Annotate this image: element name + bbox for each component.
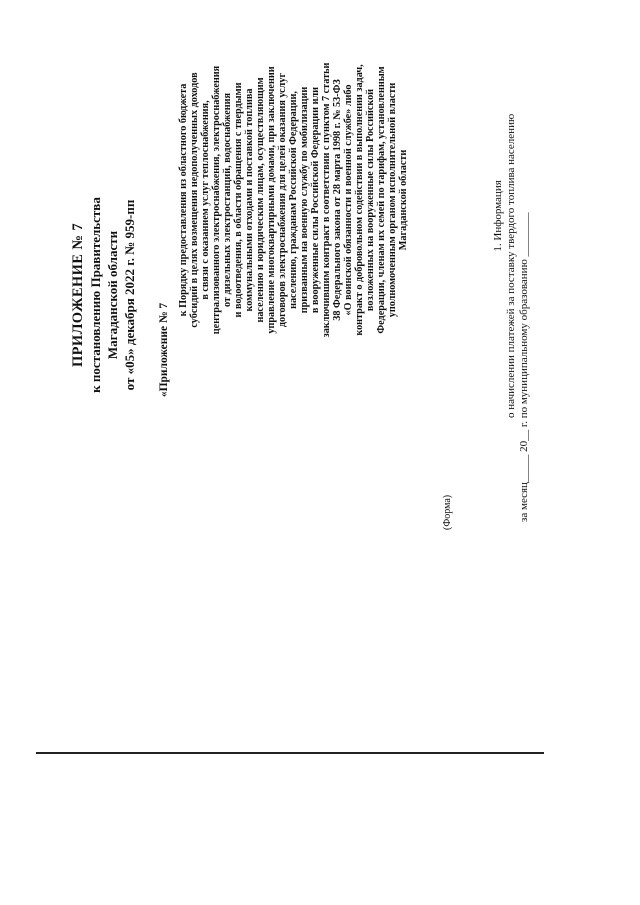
procedure-line: от дизельных электростанций, водоснабжения — [222, 92, 233, 308]
procedure-line: и водоотведения, в области обращения с твердыми — [233, 82, 244, 318]
procedure-line: централизованного электроснабжения, электроснабжения — [211, 65, 222, 335]
procedure-line: «О воинской обязанности и военной службе» либо — [343, 84, 354, 316]
procedure-line: населению и юридическим лицам, осуществляющим — [255, 77, 266, 323]
info-title: 1. Информация — [492, 180, 504, 252]
procedure-line: в вооруженные силы Российской Федерации или — [310, 86, 321, 314]
procedure-line: заключившим контракт в соответствии с пунктом 7 статьи — [321, 62, 332, 338]
procedure-line: в связи с оказанием услуг теплоснабжения, — [200, 100, 211, 300]
procedure-line: возложенных на вооруженные силы Российской — [365, 88, 376, 312]
procedure-line: призванным на военную службу по мобилизации — [299, 86, 310, 314]
procedure-line: коммунальными отходами и поставкой топлива — [244, 88, 255, 312]
header-line-1: к постановлению Правительства — [88, 197, 103, 393]
appendix-header — [70, 60, 138, 530]
procedure-line: контракт о добровольном содействии в выполнении задач, — [354, 64, 365, 336]
appendix-quote: «Приложение № 7 — [158, 302, 170, 398]
form-label: (Форма) — [442, 494, 453, 530]
rotated-page-content — [60, 60, 560, 530]
info-subtitle: о начислении платежей за поставку твердого топлива населению — [505, 113, 517, 418]
procedure-line: 38 Федерального закона от 28 марта 1998 г. № 53-ФЗ — [332, 79, 343, 321]
procedure-line: Федерации, членам их семей по тарифам, установленным — [376, 66, 387, 334]
info-block — [492, 113, 531, 522]
procedure-line: управление многоквартирными домами, при заключении — [266, 66, 277, 334]
procedure-line: к Порядку предоставления из областного бюджета — [178, 83, 189, 317]
header-line-3: от «05» декабря 2022 г. № 959-пп — [122, 199, 137, 391]
procedure-line: субсидий в целях возмещения недополученных доходов — [189, 72, 200, 328]
procedure-line: Магаданской области — [398, 149, 409, 251]
procedure-line: уполномоченным органом исполнительной власти — [387, 82, 398, 318]
scan-border-line — [36, 752, 544, 754]
info-period-line: за месяц_____ 20__ г. по муниципальному образованию ________ — [518, 212, 530, 522]
procedure-line: договоров электроснабжения для целей оказания услуг — [277, 72, 288, 328]
procedure-text — [178, 0, 409, 410]
header-line-2: Магаданской области — [105, 230, 120, 360]
procedure-line: населению, гражданам Российской Федерации, — [288, 91, 299, 309]
appendix-title: ПРИЛОЖЕНИЕ № 7 — [70, 222, 86, 368]
